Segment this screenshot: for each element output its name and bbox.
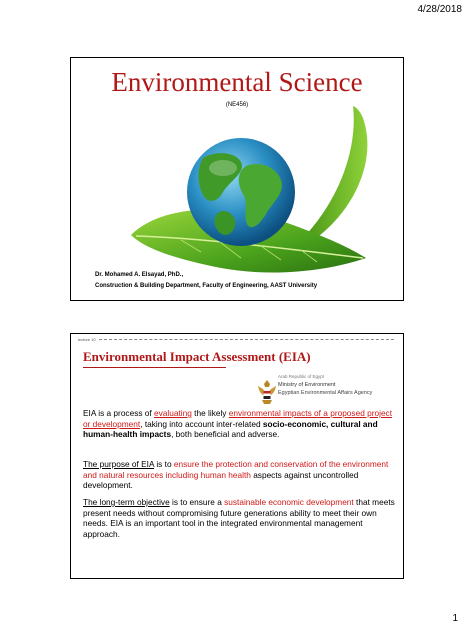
eia-definition-paragraph <box>83 408 395 440</box>
eia-purpose-paragraph <box>83 459 395 491</box>
p3-objective-label: The long-term objective <box>83 497 170 507</box>
egypt-eagle-logo-icon <box>257 378 277 406</box>
p1-socio-economic: socio-economic, cultural and human-health impacts <box>83 418 378 439</box>
course-code: (NE456) <box>225 102 249 108</box>
dashed-divider <box>99 339 396 340</box>
ministry-line-country: Arab Republic of Egypt <box>278 374 325 379</box>
slide-heading: Environmental Impact Assessment (EIA) <box>83 349 311 364</box>
p3-sustainable: sustainable economic development <box>224 497 354 507</box>
p1-text-2: the likely <box>191 408 229 418</box>
ministry-line-name: Ministry of Environment <box>278 382 336 388</box>
author-block <box>95 270 317 292</box>
p2-purpose-label: The purpose of EIA <box>83 459 155 469</box>
p2-text-1: is to <box>154 459 174 469</box>
page-date: 4/28/2018 <box>417 4 462 15</box>
author-affiliation: Construction & Building Department, Faculty of Engineering, AAST University <box>95 283 318 289</box>
p3-text-2: that meets present needs without compromising future generations ability to meet their own needs. EIA is an important tool in the integrated environmental management approach. <box>83 497 395 539</box>
title-slide <box>70 57 404 301</box>
p1-env-impacts: environmental impacts of a proposed project or development <box>83 408 393 429</box>
ministry-block <box>278 373 372 397</box>
lecture-label-row <box>78 337 396 342</box>
p2-protection: ensure the protection and conservation of the environment and natural resources including human health <box>83 459 389 480</box>
globe-on-leaf-image <box>91 100 391 275</box>
author-name: Dr. Mohamed A. Elsayad, PhD., <box>95 272 184 278</box>
heading-underline <box>83 367 226 368</box>
p1-text-4: , both beneficial and adverse. <box>171 429 280 439</box>
p3-text-1: is to ensure a <box>169 497 225 507</box>
ministry-line-agency: Egyptian Environmental Affairs Agency <box>278 390 373 396</box>
slide-title: Environmental Science <box>111 67 363 97</box>
p1-evaluating: evaluating <box>154 408 192 418</box>
page-number: 1 <box>452 613 458 624</box>
eia-objective-paragraph <box>83 497 395 539</box>
p2-text-2: aspects against uncontrolled development. <box>83 469 359 490</box>
lecture-label: lecture 10 <box>78 337 96 342</box>
p1-text-1: EIA is a process of <box>83 408 155 418</box>
p1-text-3: , taking into account inter-related <box>140 418 263 429</box>
eia-slide <box>70 333 404 579</box>
